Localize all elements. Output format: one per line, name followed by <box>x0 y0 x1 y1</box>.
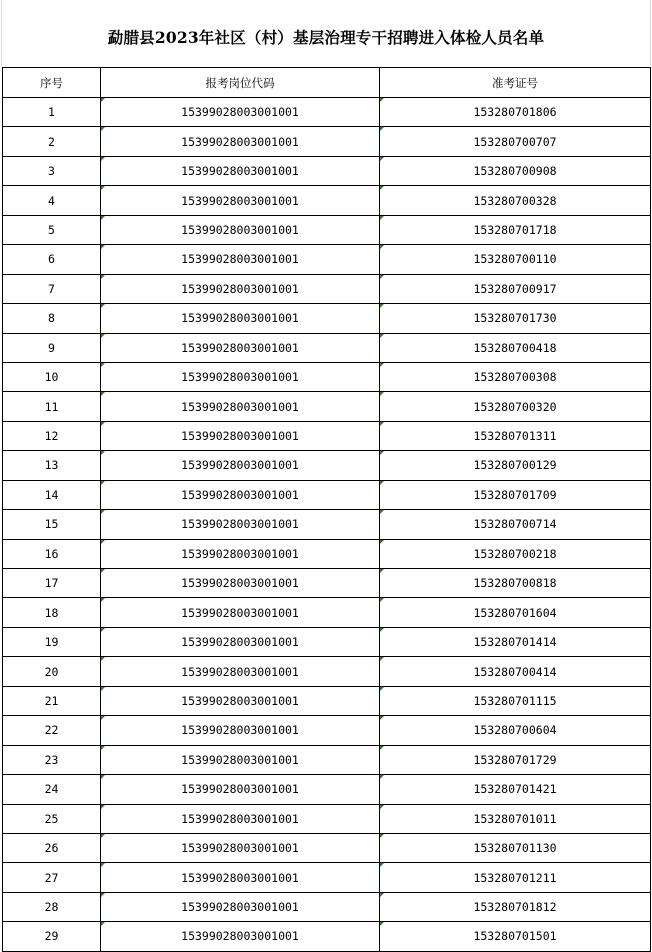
cell-marker-icon <box>380 422 384 426</box>
column-header-position-code: 报考岗位代码 <box>101 68 380 98</box>
cell-marker-icon <box>101 893 105 897</box>
column-header-serial: 序号 <box>3 68 101 98</box>
cell-serial: 21 <box>3 686 101 715</box>
cell-serial: 19 <box>3 627 101 656</box>
table-header-row <box>3 68 651 98</box>
cell-admission-number: 153280700218 <box>380 539 651 568</box>
cell-position-code: 15399028003001001 <box>101 863 380 892</box>
cell-marker-icon <box>380 157 384 161</box>
cell-admission-number: 153280701211 <box>380 863 651 892</box>
cell-marker-icon <box>101 540 105 544</box>
cell-serial: 24 <box>3 775 101 804</box>
cell-admission-number: 153280700414 <box>380 657 651 686</box>
cell-position-code: 15399028003001001 <box>101 421 380 450</box>
table-row <box>3 362 651 391</box>
cell-serial: 4 <box>3 186 101 215</box>
table-row <box>3 451 651 480</box>
cell-admission-number: 153280701421 <box>380 775 651 804</box>
cell-admission-number: 153280701501 <box>380 922 651 951</box>
table-row <box>3 863 651 892</box>
cell-position-code: 15399028003001001 <box>101 392 380 421</box>
cell-marker-icon <box>101 304 105 308</box>
table-row <box>3 333 651 362</box>
cell-marker-icon <box>380 569 384 573</box>
cell-marker-icon <box>101 216 105 220</box>
cell-admission-number: 153280701718 <box>380 215 651 244</box>
table-row <box>3 833 651 862</box>
cell-marker-icon <box>101 746 105 750</box>
cell-marker-icon <box>101 657 105 661</box>
cell-marker-icon <box>101 275 105 279</box>
cell-position-code: 15399028003001001 <box>101 451 380 480</box>
cell-marker-icon <box>380 716 384 720</box>
table-row <box>3 98 651 127</box>
table-row <box>3 274 651 303</box>
table-row <box>3 922 651 951</box>
cell-position-code: 15399028003001001 <box>101 716 380 745</box>
cell-position-code: 15399028003001001 <box>101 922 380 951</box>
table-row <box>3 510 651 539</box>
cell-position-code: 15399028003001001 <box>101 892 380 921</box>
cell-marker-icon <box>380 510 384 514</box>
table-row <box>3 392 651 421</box>
cell-position-code: 15399028003001001 <box>101 804 380 833</box>
cell-admission-number: 153280701311 <box>380 421 651 450</box>
cell-marker-icon <box>101 422 105 426</box>
cell-serial: 10 <box>3 362 101 391</box>
table-row <box>3 775 651 804</box>
cell-position-code: 15399028003001001 <box>101 127 380 156</box>
cell-marker-icon <box>101 245 105 249</box>
cell-admission-number: 153280700320 <box>380 392 651 421</box>
table-row <box>3 804 651 833</box>
cell-marker-icon <box>101 834 105 838</box>
cell-position-code: 15399028003001001 <box>101 686 380 715</box>
cell-marker-icon <box>101 775 105 779</box>
cell-admission-number: 153280700707 <box>380 127 651 156</box>
table-row <box>3 156 651 185</box>
cell-position-code: 15399028003001001 <box>101 274 380 303</box>
cell-serial: 22 <box>3 716 101 745</box>
cell-marker-icon <box>101 186 105 190</box>
cell-serial: 14 <box>3 480 101 509</box>
cell-serial: 5 <box>3 215 101 244</box>
cell-position-code: 15399028003001001 <box>101 98 380 127</box>
cell-marker-icon <box>380 834 384 838</box>
cell-position-code: 15399028003001001 <box>101 480 380 509</box>
cell-serial: 9 <box>3 333 101 362</box>
cell-serial: 17 <box>3 569 101 598</box>
cell-serial: 25 <box>3 804 101 833</box>
cell-marker-icon <box>380 746 384 750</box>
cell-marker-icon <box>101 510 105 514</box>
cell-position-code: 15399028003001001 <box>101 304 380 333</box>
cell-serial: 11 <box>3 392 101 421</box>
cell-admission-number: 153280700308 <box>380 362 651 391</box>
cell-admission-number: 153280700604 <box>380 716 651 745</box>
cell-marker-icon <box>380 628 384 632</box>
cell-serial: 26 <box>3 833 101 862</box>
cell-serial: 1 <box>3 98 101 127</box>
cell-serial: 2 <box>3 127 101 156</box>
page-title: 勐腊县2023年社区（村）基层治理专干招聘进入体检人员名单 <box>107 28 545 47</box>
table-row <box>3 745 651 774</box>
cell-position-code: 15399028003001001 <box>101 657 380 686</box>
cell-marker-icon <box>101 863 105 867</box>
table-row <box>3 304 651 333</box>
cell-serial: 29 <box>3 922 101 951</box>
cell-position-code: 15399028003001001 <box>101 775 380 804</box>
cell-serial: 12 <box>3 421 101 450</box>
table-row <box>3 569 651 598</box>
table-row <box>3 186 651 215</box>
table-row <box>3 245 651 274</box>
table-row <box>3 598 651 627</box>
cell-admission-number: 153280700110 <box>380 245 651 274</box>
cell-position-code: 15399028003001001 <box>101 362 380 391</box>
cell-marker-icon <box>101 569 105 573</box>
table-row <box>3 480 651 509</box>
cell-serial: 3 <box>3 156 101 185</box>
cell-position-code: 15399028003001001 <box>101 627 380 656</box>
cell-marker-icon <box>380 363 384 367</box>
cell-serial: 28 <box>3 892 101 921</box>
cell-marker-icon <box>101 687 105 691</box>
cell-marker-icon <box>101 481 105 485</box>
table-row <box>3 215 651 244</box>
cell-admission-number: 153280700714 <box>380 510 651 539</box>
table-row <box>3 539 651 568</box>
column-header-admission-number: 准考证号 <box>380 68 651 98</box>
cell-marker-icon <box>101 451 105 455</box>
cell-serial: 15 <box>3 510 101 539</box>
cell-marker-icon <box>380 481 384 485</box>
cell-admission-number: 153280700328 <box>380 186 651 215</box>
cell-admission-number: 153280701414 <box>380 627 651 656</box>
cell-marker-icon <box>101 334 105 338</box>
cell-marker-icon <box>380 304 384 308</box>
cell-admission-number: 153280701011 <box>380 804 651 833</box>
cell-marker-icon <box>380 687 384 691</box>
cell-marker-icon <box>380 275 384 279</box>
cell-admission-number: 153280700818 <box>380 569 651 598</box>
cell-admission-number: 153280701730 <box>380 304 651 333</box>
cell-serial: 16 <box>3 539 101 568</box>
table-row <box>3 892 651 921</box>
cell-admission-number: 153280700129 <box>380 451 651 480</box>
table-row <box>3 421 651 450</box>
cell-position-code: 15399028003001001 <box>101 539 380 568</box>
cell-admission-number: 153280701806 <box>380 98 651 127</box>
cell-position-code: 15399028003001001 <box>101 745 380 774</box>
cell-admission-number: 153280701115 <box>380 686 651 715</box>
cell-serial: 8 <box>3 304 101 333</box>
cell-serial: 13 <box>3 451 101 480</box>
cell-marker-icon <box>101 805 105 809</box>
cell-marker-icon <box>380 598 384 602</box>
table-row <box>3 127 651 156</box>
cell-admission-number: 153280700418 <box>380 333 651 362</box>
cell-marker-icon <box>380 127 384 131</box>
cell-position-code: 15399028003001001 <box>101 245 380 274</box>
cell-marker-icon <box>380 392 384 396</box>
cell-marker-icon <box>380 805 384 809</box>
cell-marker-icon <box>380 893 384 897</box>
cell-serial: 6 <box>3 245 101 274</box>
cell-marker-icon <box>380 186 384 190</box>
cell-marker-icon <box>380 216 384 220</box>
cell-admission-number: 153280700917 <box>380 274 651 303</box>
cell-serial: 18 <box>3 598 101 627</box>
cell-serial: 27 <box>3 863 101 892</box>
cell-position-code: 15399028003001001 <box>101 510 380 539</box>
cell-serial: 23 <box>3 745 101 774</box>
cell-marker-icon <box>380 657 384 661</box>
title-area <box>1 0 651 66</box>
cell-admission-number: 153280701130 <box>380 833 651 862</box>
table-row <box>3 686 651 715</box>
cell-position-code: 15399028003001001 <box>101 569 380 598</box>
cell-admission-number: 153280701729 <box>380 745 651 774</box>
cell-marker-icon <box>101 392 105 396</box>
cell-position-code: 15399028003001001 <box>101 156 380 185</box>
cell-marker-icon <box>101 922 105 926</box>
cell-position-code: 15399028003001001 <box>101 215 380 244</box>
cell-admission-number: 153280701709 <box>380 480 651 509</box>
cell-position-code: 15399028003001001 <box>101 598 380 627</box>
cell-marker-icon <box>101 628 105 632</box>
cell-marker-icon <box>380 334 384 338</box>
cell-marker-icon <box>101 716 105 720</box>
cell-marker-icon <box>380 775 384 779</box>
cell-marker-icon <box>101 157 105 161</box>
cell-marker-icon <box>380 863 384 867</box>
table-row <box>3 716 651 745</box>
cell-position-code: 15399028003001001 <box>101 186 380 215</box>
cell-marker-icon <box>380 922 384 926</box>
table-row <box>3 657 651 686</box>
cell-position-code: 15399028003001001 <box>101 833 380 862</box>
cell-admission-number: 153280701812 <box>380 892 651 921</box>
candidate-table <box>2 67 651 952</box>
cell-admission-number: 153280701604 <box>380 598 651 627</box>
cell-marker-icon <box>101 598 105 602</box>
cell-marker-icon <box>101 363 105 367</box>
cell-admission-number: 153280700908 <box>380 156 651 185</box>
cell-serial: 20 <box>3 657 101 686</box>
cell-marker-icon <box>380 98 384 102</box>
cell-marker-icon <box>101 127 105 131</box>
cell-serial: 7 <box>3 274 101 303</box>
cell-marker-icon <box>380 540 384 544</box>
cell-marker-icon <box>101 98 105 102</box>
cell-marker-icon <box>380 451 384 455</box>
table-row <box>3 627 651 656</box>
cell-marker-icon <box>380 245 384 249</box>
cell-position-code: 15399028003001001 <box>101 333 380 362</box>
